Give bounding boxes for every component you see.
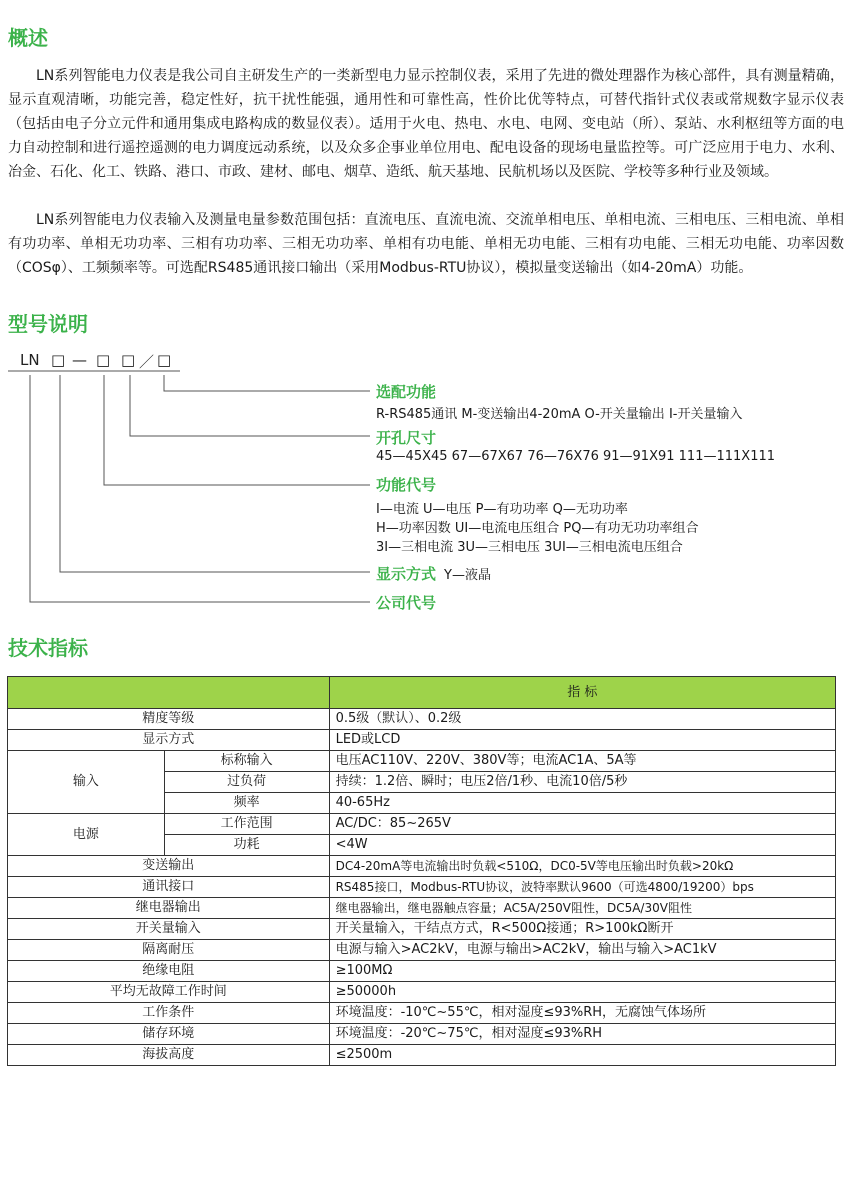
row-value: 0.5级（默认）、0.2级 [329,709,835,730]
model-title: 型号说明 [8,312,88,336]
table-row [8,877,836,898]
overview-paragraph-2-text: LN系列智能电力仪表输入及测量电量参数范围包括：直流电压、直流电流、交流单相电压、单相电流、三相电压、三相电流、单相有功功率、单相无功功率、三相有功功率、三相无功功率、单相有功电能、单相无功电能、三相有功电能、三相无功电能、功率因数（COSφ）、工频频率等。可选配RS485通讯接口输出（采用Modbus-RTU协议），模拟量变送输出（如4-20mA）功能。 [8,212,844,276]
table-row [8,919,836,940]
row-value: 继电器输出，继电器触点容量；AC5A/250V阻性，DC5A/30V阻性 [329,898,835,919]
cutout-line: 45—45X45 67—67X67 76—76X76 91—91X91 111—111X111 [376,449,776,464]
code-box-function: □ [96,351,111,369]
table-row [8,940,836,961]
row-value: 持续：1.2倍、瞬时；电压2倍/1秒、电流10倍/5秒 [329,772,835,793]
function-line-1: I—电流 U—电压 P—有功功率 Q—无功功率 [376,502,628,517]
row-label: 继电器输出 [8,898,330,919]
row-label: 通讯接口 [8,877,330,898]
row-value: 环境温度：-10℃~55℃，相对湿度≤93%RH，无腐蚀气体场所 [329,1003,835,1024]
row-label: 储存环境 [8,1024,330,1045]
row-value: DC4-20mA等电流输出时负载<510Ω，DC0-5V等电压输出时负载>20kΩ [329,856,835,877]
table-row [8,1003,836,1024]
group-label-input: 输入 [8,751,165,814]
function-line-3: 3I—三相电流 3U—三相电压 3UI—三相电流电压组合 [376,540,683,555]
row-label: 平均无故障工作时间 [8,982,330,1003]
row-label: 显示方式 [8,730,330,751]
row-value: 电源与输入>AC2kV，电源与输出>AC2kV，输出与输入>AC1kV [329,940,835,961]
specs-title: 技术指标 [8,636,88,660]
model-diagram [0,345,850,620]
row-value: ≤2500m [329,1045,835,1066]
table-row [8,730,836,751]
table-header-row [8,677,836,709]
row-sublabel: 功耗 [164,835,329,856]
row-label: 绝缘电阻 [8,961,330,982]
code-dash: — [72,351,87,369]
table-row [8,961,836,982]
code-prefix: LN [20,351,40,369]
row-label: 隔离耐压 [8,940,330,961]
row-sublabel: 频率 [164,793,329,814]
header-blank [8,677,330,709]
header-spec: 指 标 [329,677,835,709]
code-box-display: □ [51,351,66,369]
row-value: ≥100MΩ [329,961,835,982]
row-value: LED或LCD [329,730,835,751]
row-sublabel: 工作范围 [164,814,329,835]
optional-line: R-RS485通讯 M-变送输出4-20mA O-开关量输出 I-开关量输入 [376,407,743,422]
table-row [8,898,836,919]
display-value: Y—液晶 [444,568,491,583]
display-leader [60,375,370,572]
row-value: 开关量输入，干结点方式，R<500Ω接通；R>100kΩ断开 [329,919,835,940]
overview-paragraph-1-text: LN系列智能电力仪表是我公司自主研发生产的一类新型电力显示控制仪表，采用了先进的微处理器作为核心部件，具有测量精确，显示直观清晰，功能完善，稳定性好，抗干扰性能强，通用性和可靠性高，性价比优等特点，可替代指针式仪表或常规数字显示仪表（包括由电子分立元件和通用集成电路构成的数显仪表）。适用于火电、热电、水电、电网、变电站（所）、泵站、水利枢纽等方面的电力自动控制和进行遥控遥测的电力调度远动系统，以及众多企事业单位用电、配电设备的现场电量监控等。可广泛应用于电力、水利、冶金、石化、化工、铁路、港口、市政、建材、邮电、烟草、造纸、航天基地、民航机场以及医院、学校等多种行业及领域。 [8,68,844,180]
row-label: 工作条件 [8,1003,330,1024]
table-row [8,856,836,877]
group-label-power: 电源 [8,814,165,856]
row-sublabel: 过负荷 [164,772,329,793]
row-value: 电压AC110V、220V、380V等；电流AC1A、5A等 [329,751,835,772]
function-title: 功能代号 [376,476,437,494]
display-title-text: 显示方式 [376,565,437,583]
row-value: ≥50000h [329,982,835,1003]
table-row [8,814,836,835]
overview-paragraph-1 [8,64,844,184]
code-box-optional: □ [157,351,172,369]
row-sublabel: 标称输入 [164,751,329,772]
overview-title: 概述 [8,26,48,50]
function-line-2: H—功率因数 UI—电流电压组合 PQ—有功无功功率组合 [376,521,699,536]
row-label: 开关量输入 [8,919,330,940]
row-label: 精度等级 [8,709,330,730]
row-label: 海拔高度 [8,1045,330,1066]
optional-title: 选配功能 [376,383,437,401]
row-value: RS485接口，Modbus-RTU协议，波特率默认9600（可选4800/19200）bps [329,877,835,898]
code-slash: ／ [139,353,155,371]
specs-table [7,676,836,1066]
company-title: 公司代号 [376,594,437,612]
cutout-leader [130,375,370,436]
table-row [8,1045,836,1066]
optional-leader [164,375,370,391]
table-row [8,1024,836,1045]
table-row [8,982,836,1003]
row-value: 40-65Hz [329,793,835,814]
row-value: AC/DC：85~265V [329,814,835,835]
row-value: <4W [329,835,835,856]
table-row [8,709,836,730]
table-row [8,751,836,772]
row-value: 环境温度：-20℃~75℃，相对湿度≤93%RH [329,1024,835,1045]
company-leader [30,375,370,602]
row-label: 变送输出 [8,856,330,877]
overview-paragraph-2 [8,208,844,280]
cutout-title: 开孔尺寸 [376,429,437,447]
code-box-cutout: □ [121,351,136,369]
display-title [376,563,491,584]
